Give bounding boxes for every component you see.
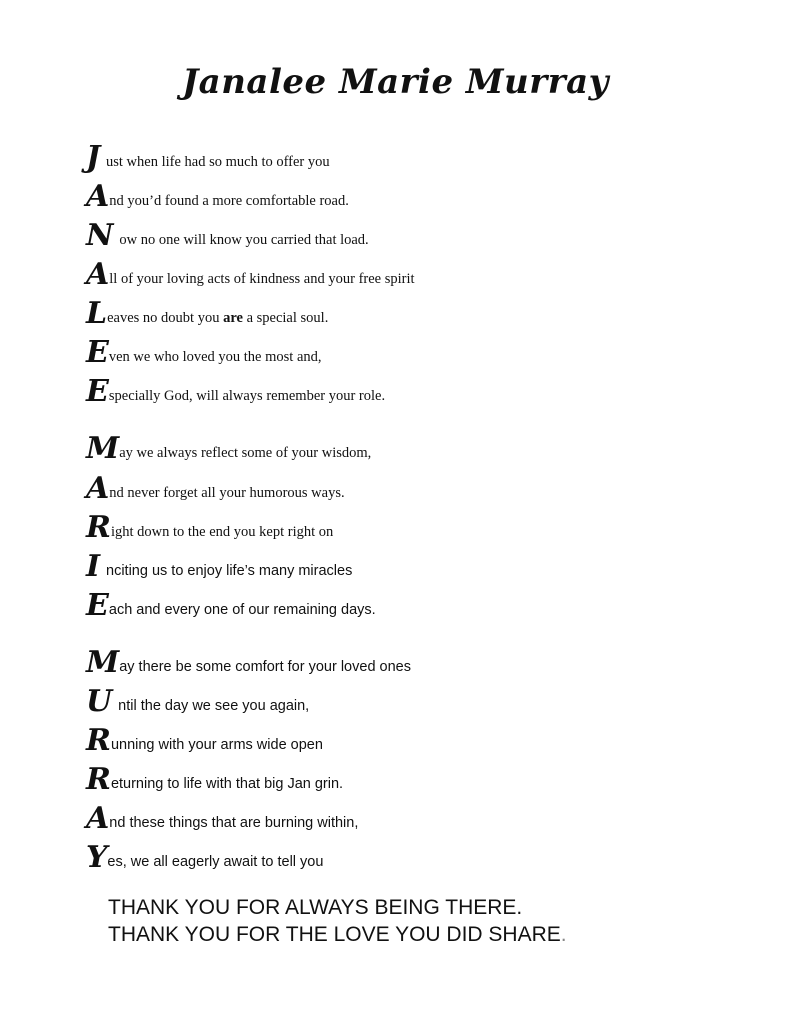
- stanza1-line-1: [86, 137, 330, 173]
- line-initial: I: [86, 549, 101, 584]
- line-text: ight down to the end you kept right on: [110, 524, 334, 540]
- line-initial: L: [86, 296, 108, 331]
- line-text: nciting us to enjoy life’s many miracles: [106, 563, 353, 579]
- line-text: eturning to life with that big Jan grin.: [110, 776, 344, 792]
- line-initial: R: [86, 723, 111, 758]
- line-initial: Y: [86, 840, 108, 875]
- footer-thanks-line-2: [108, 922, 567, 948]
- line-initial: E: [86, 588, 109, 623]
- line-text: ll of your loving acts of kindness and your free spirit: [109, 271, 415, 287]
- stanza2-line-2: [86, 468, 345, 504]
- footer-thanks-line-2-text: THANK YOU FOR THE LOVE YOU DID SHARE: [108, 923, 561, 946]
- line-initial: E: [86, 374, 109, 409]
- line-text: specially God, will always remember your role.: [108, 388, 386, 404]
- line-initial: R: [86, 510, 111, 545]
- line-text: ay we always reflect some of your wisdom,: [119, 445, 372, 461]
- stanza3-line-1: [86, 642, 411, 678]
- stanza2-line-5: [86, 585, 376, 621]
- line-text: es, we all eagerly await to tell you: [107, 854, 324, 870]
- stanza1-line-5: [86, 293, 328, 329]
- stanza2-line-3: [86, 507, 333, 543]
- line-text-part: eaves no doubt you: [107, 310, 224, 326]
- line-text: unning with your arms wide open: [110, 737, 323, 753]
- stanza1-line-3: [86, 215, 369, 251]
- line-initial: A: [86, 471, 110, 506]
- line-initial: M: [86, 645, 120, 680]
- line-text: ntil the day we see you again,: [118, 698, 310, 714]
- stanza2-line-4: [86, 546, 352, 582]
- line-text: ay there be some comfort for your loved ones: [119, 659, 411, 675]
- stanza3-line-6: [86, 837, 323, 873]
- line-initial: A: [86, 179, 110, 214]
- line-initial: M: [86, 431, 120, 466]
- stanza1-line-6: [86, 332, 322, 368]
- stanza3-line-2: [86, 681, 309, 717]
- line-initial: A: [86, 801, 110, 836]
- line-initial: R: [86, 762, 111, 797]
- stanza3-line-3: [86, 720, 323, 756]
- line-text: nd you’d found a more comfortable road.: [109, 193, 349, 209]
- line-text: nd never forget all your humorous ways.: [109, 485, 345, 501]
- footer-period: .: [560, 923, 567, 946]
- stanza1-line-7: [86, 371, 385, 407]
- stanza1-line-2: [86, 176, 349, 212]
- line-text: [107, 309, 328, 329]
- line-initial: U: [86, 684, 113, 719]
- line-text-bold: are: [223, 310, 243, 326]
- stanza3-line-5: [86, 798, 358, 834]
- stanza2-line-1: [86, 428, 371, 464]
- line-text: ow no one will know you carried that load.: [119, 232, 369, 248]
- line-text: ach and every one of our remaining days.: [108, 602, 376, 618]
- line-initial: A: [86, 257, 110, 292]
- line-initial: E: [86, 335, 109, 370]
- line-text: nd these things that are burning within,: [109, 815, 359, 831]
- line-text-part: a special soul.: [242, 310, 329, 326]
- poem-title: Janalee Marie Murray: [182, 62, 609, 102]
- line-text: ust when life had so much to offer you: [106, 154, 330, 170]
- footer-thanks-line-1: THANK YOU FOR ALWAYS BEING THERE.: [108, 896, 523, 919]
- line-initial: J: [86, 140, 101, 175]
- stanza1-line-4: [86, 254, 415, 290]
- line-initial: N: [86, 218, 114, 253]
- stanza3-line-4: [86, 759, 343, 795]
- line-text: ven we who loved you the most and,: [108, 349, 322, 365]
